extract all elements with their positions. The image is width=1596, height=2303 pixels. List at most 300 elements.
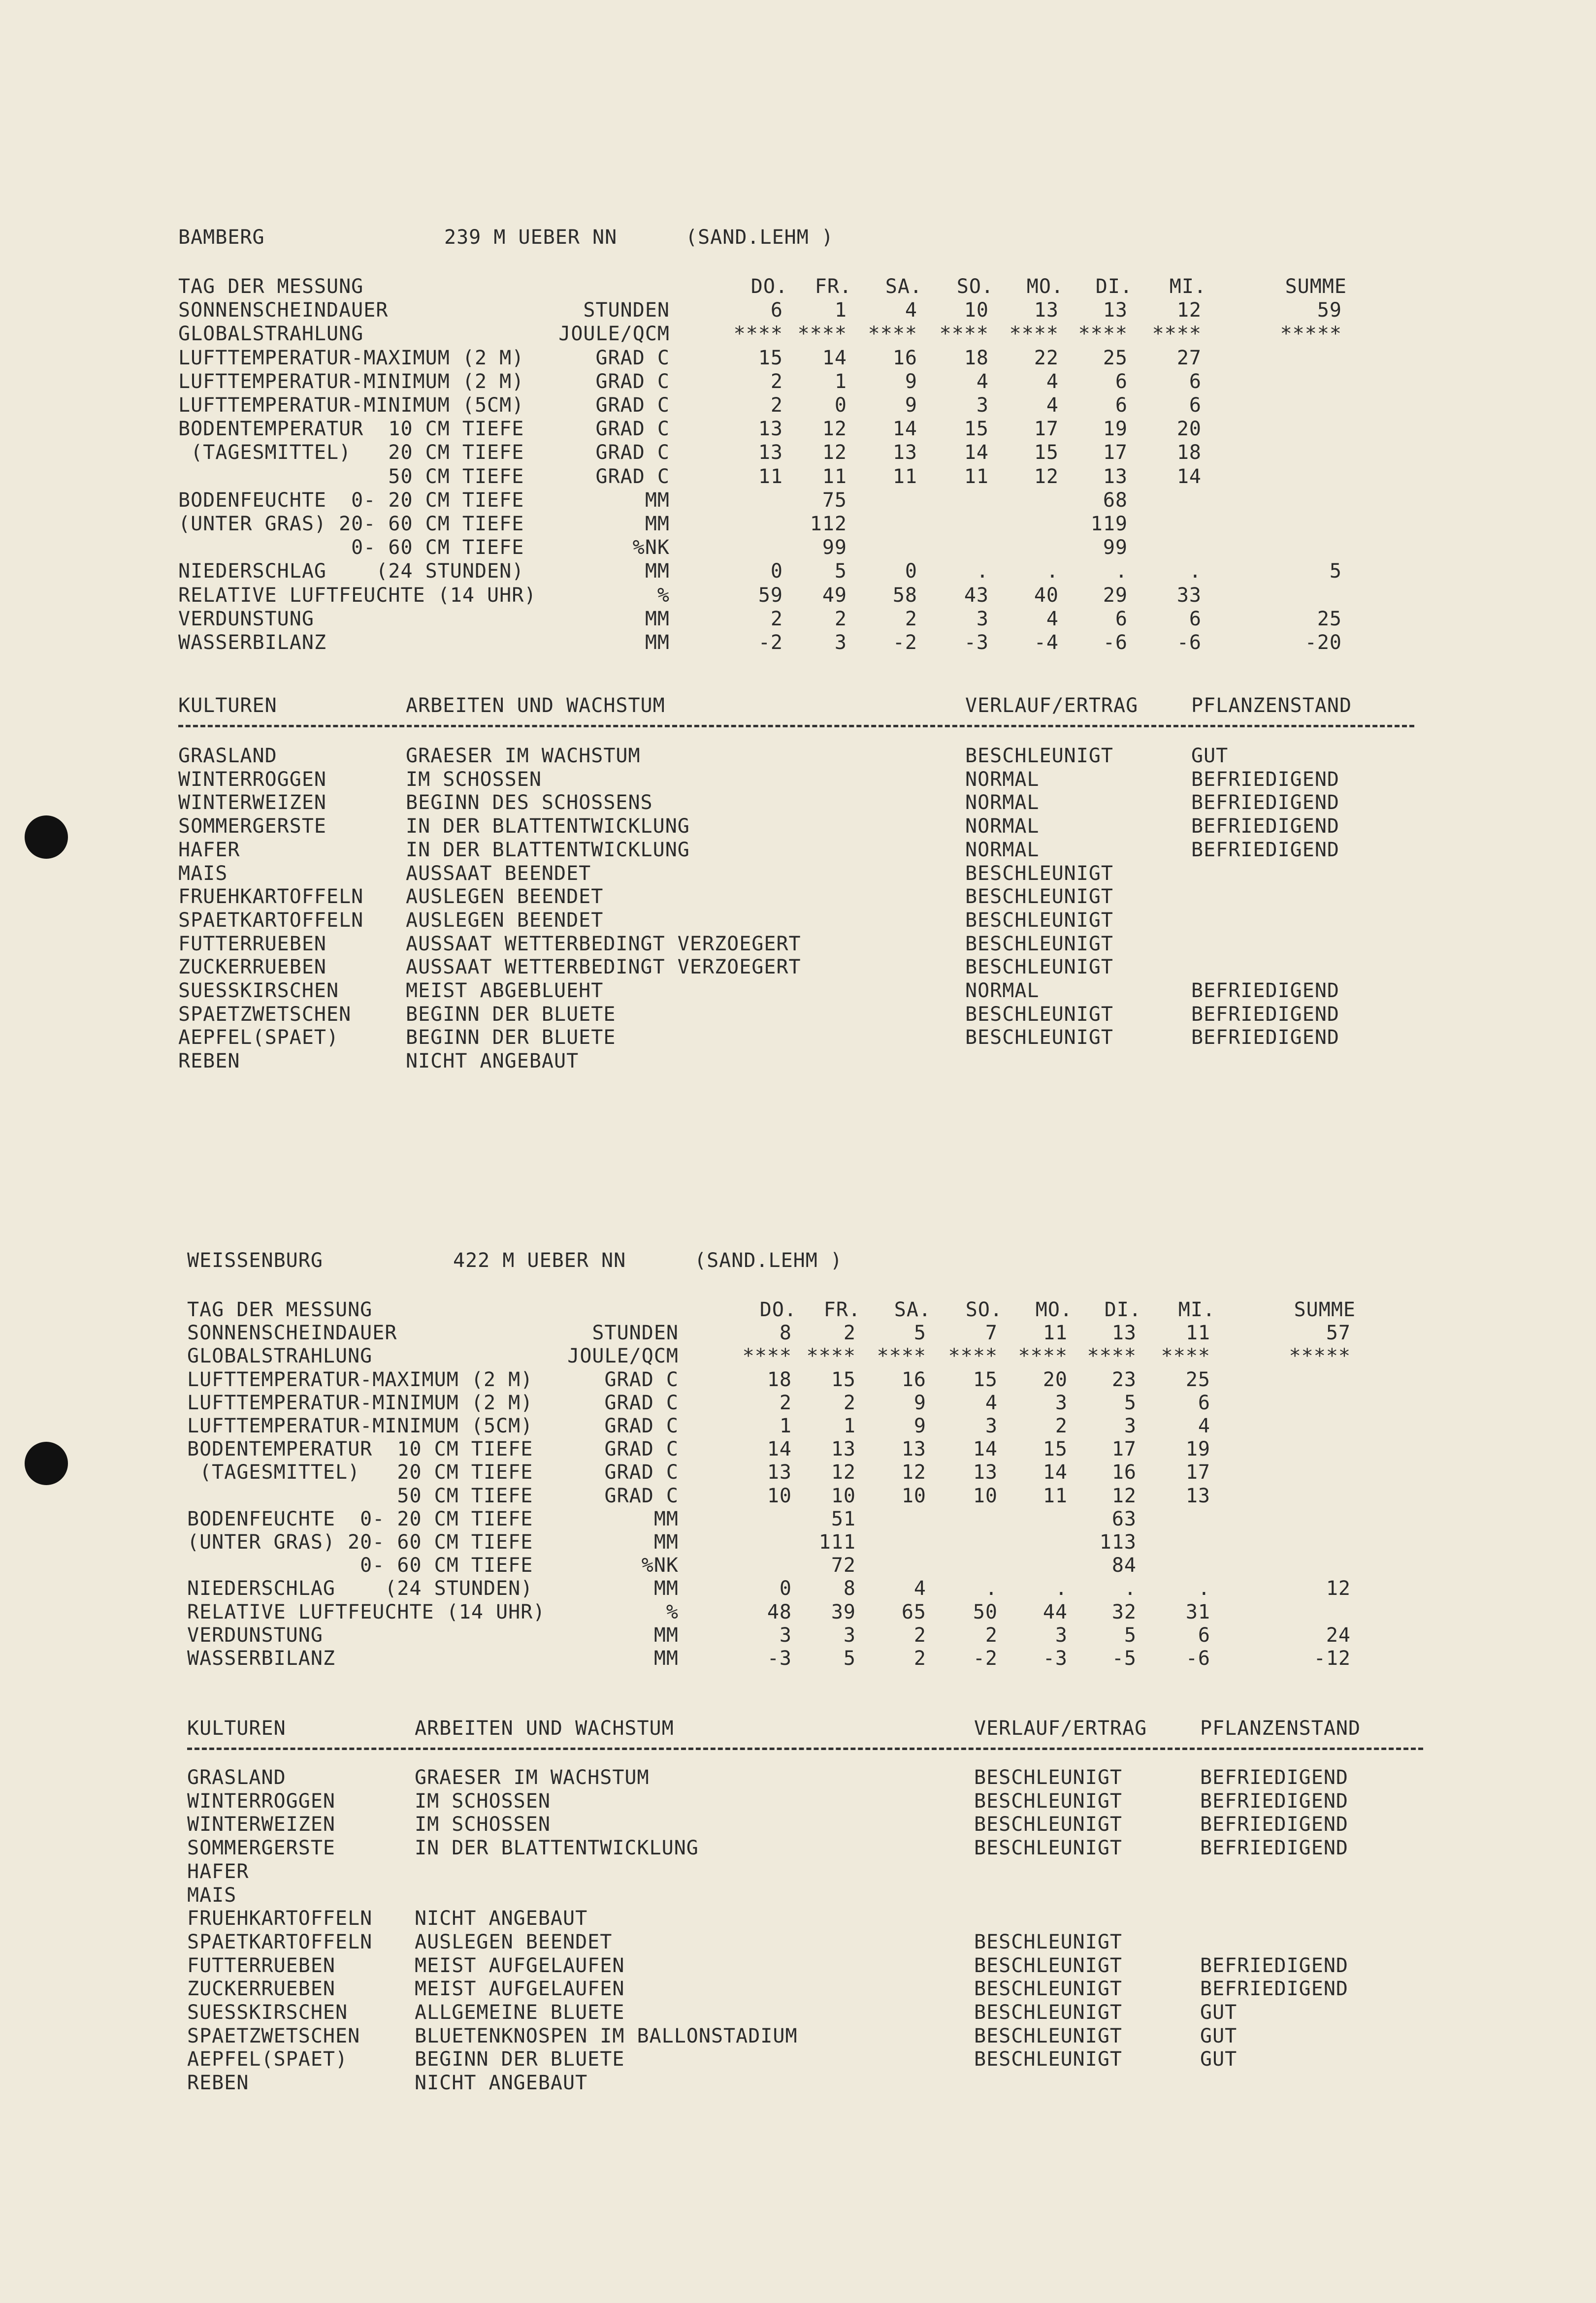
crops-header-work: ARBEITEN UND WACHSTUM	[415, 1717, 674, 1740]
value-cell: 9	[905, 394, 917, 417]
value-cell: 17	[1034, 418, 1059, 441]
value-cell: ****	[1087, 1345, 1137, 1368]
value-cell: 6	[770, 299, 783, 322]
value-cell: ****	[806, 1345, 856, 1368]
crops-header-course: VERLAUF/ERTRAG	[965, 694, 1139, 717]
day-header: MO.	[1035, 1298, 1073, 1321]
value-cell: 59	[758, 584, 783, 607]
value-cell: 16	[892, 346, 917, 369]
value-cell: 58	[892, 584, 917, 607]
crop-stand: BEFRIEDIGEND	[1200, 1954, 1348, 1977]
value-cell: 13	[758, 441, 783, 464]
value-cell: 39	[831, 1600, 856, 1623]
row-label: RELATIVE LUFTFEUCHTE (14 UHR)	[178, 584, 537, 607]
crop-work: IN DER BLATTENTWICKLUNG	[415, 1837, 699, 1860]
crop-course: BESCHLEUNIGT	[965, 862, 1113, 885]
value-cell: 4	[976, 370, 989, 393]
row-label: BODENTEMPERATUR 10 CM TIEFE	[187, 1438, 533, 1461]
row-label: GLOBALSTRAHLUNG	[187, 1345, 373, 1368]
value-cell: 20	[1176, 418, 1202, 441]
day-header: DI.	[1095, 275, 1133, 298]
crops-header-stand: PFLANZENSTAND	[1200, 1717, 1361, 1740]
crop-work: NICHT ANGEBAUT	[406, 1050, 579, 1073]
crop-name: HAFER	[187, 1860, 249, 1883]
value-cell: 14	[767, 1438, 792, 1461]
row-label: SONNENSCHEINDAUER	[187, 1322, 397, 1345]
sum-cell: *****	[1280, 323, 1342, 346]
crop-stand: BEFRIEDIGEND	[1200, 1837, 1348, 1860]
value-cell: 75	[822, 488, 847, 512]
row-unit: GRAD C	[595, 346, 670, 369]
row-unit: GRAD C	[595, 394, 670, 417]
value-cell: 11	[1042, 1484, 1068, 1507]
crop-name: MAIS	[178, 862, 228, 885]
crop-work: ALLGEMEINE BLUETE	[415, 2001, 625, 2024]
value-cell: 13	[1111, 1322, 1137, 1345]
value-cell: 13	[1034, 299, 1059, 322]
crop-work: IM SCHOSSEN	[415, 1813, 551, 1836]
row-unit: GRAD C	[595, 418, 670, 441]
value-cell: 0	[770, 560, 783, 583]
row-unit: MM	[645, 513, 670, 535]
value-cell: ****	[733, 323, 783, 346]
value-cell: 13	[758, 418, 783, 441]
value-cell: 25	[1103, 346, 1128, 369]
crop-course: BESCHLEUNIGT	[974, 2048, 1122, 2071]
crop-name: AEPFEL(SPAET)	[187, 2048, 348, 2071]
row-unit: STUNDEN	[583, 299, 670, 322]
value-cell: 4	[1198, 1415, 1210, 1437]
crop-name: GRASLAND	[187, 1766, 286, 1789]
crop-name: GRASLAND	[178, 745, 277, 767]
row-unit: MM	[653, 1647, 679, 1670]
value-cell: ****	[1152, 323, 1202, 346]
value-cell: ****	[948, 1345, 998, 1368]
row-unit: MM	[645, 631, 670, 654]
value-cell: 0	[834, 394, 847, 417]
value-cell: 84	[1111, 1554, 1137, 1577]
value-cell: 7	[985, 1322, 998, 1345]
value-cell: 65	[901, 1600, 926, 1623]
value-cell: 13	[767, 1461, 792, 1484]
value-cell: 4	[913, 1577, 926, 1600]
value-cell: 10	[767, 1484, 792, 1507]
value-cell: 18	[964, 346, 989, 369]
row-label: LUFTTEMPERATUR-MINIMUM (5CM)	[178, 394, 524, 417]
value-cell: ****	[1018, 1345, 1068, 1368]
value-cell: 14	[1042, 1461, 1068, 1484]
value-cell: 14	[892, 418, 917, 441]
row-label: NIEDERSCHLAG (24 STUNDEN)	[187, 1577, 533, 1600]
value-cell: 16	[901, 1368, 926, 1391]
value-cell: 2	[834, 607, 847, 630]
value-cell: 43	[964, 584, 989, 607]
crop-course: BESCHLEUNIGT	[965, 956, 1113, 979]
value-cell: 14	[1176, 465, 1202, 488]
row-label: VERDUNSTUNG	[187, 1623, 323, 1647]
crop-name: SOMMERGERSTE	[187, 1837, 335, 1860]
crop-stand: BEFRIEDIGEND	[1191, 791, 1339, 814]
value-cell: 15	[964, 418, 989, 441]
sum-cell: 12	[1326, 1577, 1351, 1600]
crop-work: BEGINN DER BLUETE	[415, 2048, 625, 2071]
row-unit: JOULE/QCM	[558, 323, 670, 346]
row-label: (TAGESMITTEL) 20 CM TIEFE	[187, 1461, 533, 1484]
value-cell: 10	[964, 299, 989, 322]
crop-work: AUSLEGEN BEENDET	[415, 1930, 613, 1953]
value-cell: -6	[1176, 631, 1202, 654]
value-cell: 6	[1189, 607, 1202, 630]
sum-header: SUMME	[1294, 1298, 1356, 1321]
row-unit: MM	[645, 560, 670, 583]
value-cell: 113	[1099, 1531, 1137, 1554]
station-elevation: 239 M UEBER NN	[444, 226, 618, 249]
value-cell: 50	[973, 1600, 998, 1623]
value-cell: 2	[770, 607, 783, 630]
row-label: TAG DER MESSUNG	[178, 275, 364, 298]
row-label: 0- 60 CM TIEFE	[178, 536, 524, 559]
value-cell: 5	[843, 1647, 856, 1670]
crop-stand: GUT	[1191, 745, 1229, 767]
row-label: (TAGESMITTEL) 20 CM TIEFE	[178, 441, 524, 464]
value-cell: ****	[939, 323, 989, 346]
row-label: BODENFEUCHTE 0- 20 CM TIEFE	[187, 1507, 533, 1530]
day-header: SA.	[894, 1298, 931, 1321]
value-cell: 12	[1034, 465, 1059, 488]
value-cell: -3	[767, 1647, 792, 1670]
value-cell: .	[985, 1577, 998, 1600]
value-cell: ****	[868, 323, 917, 346]
value-cell: 44	[1042, 1600, 1068, 1623]
value-cell: 12	[1176, 299, 1202, 322]
sum-cell: *****	[1289, 1345, 1351, 1368]
value-cell: 29	[1103, 584, 1128, 607]
value-cell: 119	[1090, 513, 1128, 535]
value-cell: 3	[779, 1623, 792, 1647]
value-cell: 13	[831, 1438, 856, 1461]
day-header: SA.	[885, 275, 922, 298]
crop-course: BESCHLEUNIGT	[965, 908, 1113, 932]
row-label: NIEDERSCHLAG (24 STUNDEN)	[178, 560, 524, 583]
row-label: LUFTTEMPERATUR-MAXIMUM (2 M)	[187, 1368, 533, 1391]
value-cell: ****	[1009, 323, 1059, 346]
station-soil: (SAND.LEHM )	[694, 1249, 843, 1272]
crop-work: MEIST ABGEBLUEHT	[406, 979, 604, 1002]
crop-stand: BEFRIEDIGEND	[1200, 1766, 1348, 1789]
value-cell: 3	[834, 631, 847, 654]
crop-name: ZUCKERRUEBEN	[178, 956, 326, 979]
crop-work: GRAESER IM WACHSTUM	[406, 745, 641, 767]
crop-course: NORMAL	[965, 791, 1040, 814]
row-unit: MM	[653, 1577, 679, 1600]
value-cell: 2	[905, 607, 917, 630]
value-cell: 18	[1176, 441, 1202, 464]
crop-name: SPAETZWETSCHEN	[178, 1003, 352, 1026]
crop-name: REBEN	[178, 1050, 240, 1073]
row-label: WASSERBILANZ	[178, 631, 326, 654]
value-cell: ****	[1078, 323, 1128, 346]
sum-cell: 25	[1317, 607, 1342, 630]
crop-stand: BEFRIEDIGEND	[1191, 979, 1339, 1002]
row-unit: GRAD C	[604, 1368, 679, 1391]
value-cell: 5	[1124, 1623, 1137, 1647]
value-cell: 2	[913, 1623, 926, 1647]
station-soil: (SAND.LEHM )	[685, 226, 834, 249]
value-cell: 13	[1185, 1484, 1210, 1507]
crops-divider	[178, 725, 1414, 727]
crop-name: SPAETKARTOFFELN	[187, 1930, 373, 1953]
value-cell: 2	[779, 1391, 792, 1414]
value-cell: 11	[1185, 1322, 1210, 1345]
crop-stand: GUT	[1200, 2001, 1238, 2024]
value-cell: 10	[831, 1484, 856, 1507]
value-cell: 9	[905, 370, 917, 393]
row-label: RELATIVE LUFTFEUCHTE (14 UHR)	[187, 1600, 546, 1623]
value-cell: ****	[797, 323, 847, 346]
crop-name: FRUEHKARTOFFELN	[187, 1907, 373, 1930]
value-cell: ****	[1161, 1345, 1210, 1368]
crop-name: FUTTERRUEBEN	[187, 1954, 335, 1977]
value-cell: 49	[822, 584, 847, 607]
row-label: (UNTER GRAS) 20- 60 CM TIEFE	[187, 1531, 533, 1554]
value-cell: 15	[831, 1368, 856, 1391]
crop-work: AUSLEGEN BEENDET	[406, 908, 604, 932]
value-cell: 2	[770, 394, 783, 417]
crop-work: AUSLEGEN BEENDET	[406, 885, 604, 908]
value-cell: 3	[843, 1623, 856, 1647]
crop-work: BEGINN DES SCHOSSENS	[406, 791, 653, 814]
value-cell: -2	[758, 631, 783, 654]
crop-work: MEIST AUFGELAUFEN	[415, 1954, 625, 1977]
crop-name: WINTERWEIZEN	[187, 1813, 335, 1836]
value-cell: 112	[810, 513, 847, 535]
row-unit: MM	[645, 488, 670, 512]
day-header: SO.	[965, 1298, 1003, 1321]
value-cell: 15	[1042, 1438, 1068, 1461]
value-cell: 72	[831, 1554, 856, 1577]
row-unit: %NK	[641, 1554, 679, 1577]
value-cell: 9	[913, 1415, 926, 1437]
crop-work: IM SCHOSSEN	[406, 768, 542, 791]
crop-name: SPAETZWETSCHEN	[187, 2024, 360, 2047]
value-cell: 2	[843, 1391, 856, 1414]
crop-work: IN DER BLATTENTWICKLUNG	[406, 815, 690, 838]
crop-work: BEGINN DER BLUETE	[406, 1003, 616, 1026]
row-label: LUFTTEMPERATUR-MINIMUM (5CM)	[187, 1415, 533, 1437]
value-cell: 33	[1176, 584, 1202, 607]
crop-work: IN DER BLATTENTWICKLUNG	[406, 838, 690, 861]
row-unit: GRAD C	[604, 1484, 679, 1507]
crop-stand: GUT	[1200, 2048, 1238, 2071]
value-cell: 15	[758, 346, 783, 369]
value-cell: .	[1124, 1577, 1137, 1600]
row-unit: GRAD C	[595, 441, 670, 464]
value-cell: 14	[973, 1438, 998, 1461]
value-cell: 68	[1103, 488, 1128, 512]
value-cell: 2	[770, 370, 783, 393]
value-cell: 3	[1055, 1623, 1068, 1647]
crops-header-stand: PFLANZENSTAND	[1191, 694, 1352, 717]
value-cell: 1	[843, 1415, 856, 1437]
value-cell: 3	[1055, 1391, 1068, 1414]
crop-name: SOMMERGERSTE	[178, 815, 326, 838]
crop-stand: BEFRIEDIGEND	[1191, 815, 1339, 838]
row-unit: STUNDEN	[592, 1322, 679, 1345]
crop-name: REBEN	[187, 2072, 249, 2095]
value-cell: 2	[985, 1623, 998, 1647]
crop-name: MAIS	[187, 1883, 237, 1907]
crop-course: BESCHLEUNIGT	[974, 1789, 1122, 1813]
crop-course: BESCHLEUNIGT	[974, 2001, 1122, 2024]
crop-stand: BEFRIEDIGEND	[1191, 768, 1339, 791]
value-cell: 1	[834, 299, 847, 322]
value-cell: 13	[901, 1438, 926, 1461]
row-unit: MM	[645, 607, 670, 630]
row-unit: JOULE/QCM	[567, 1345, 679, 1368]
crop-name: WINTERWEIZEN	[178, 791, 326, 814]
value-cell: 1	[834, 370, 847, 393]
value-cell: 111	[818, 1531, 856, 1554]
row-label: LUFTTEMPERATUR-MINIMUM (2 M)	[187, 1391, 533, 1414]
value-cell: -2	[892, 631, 917, 654]
value-cell: 12	[822, 418, 847, 441]
row-label: 0- 60 CM TIEFE	[187, 1554, 533, 1577]
crops-divider	[187, 1748, 1423, 1750]
row-label: (UNTER GRAS) 20- 60 CM TIEFE	[178, 513, 524, 535]
crop-work: MEIST AUFGELAUFEN	[415, 1978, 625, 2001]
row-unit: MM	[653, 1531, 679, 1554]
value-cell: 1	[779, 1415, 792, 1437]
value-cell: 13	[973, 1461, 998, 1484]
row-unit: GRAD C	[604, 1438, 679, 1461]
crop-name: WINTERROGGEN	[178, 768, 326, 791]
value-cell: .	[1189, 560, 1202, 583]
row-label: BODENTEMPERATUR 10 CM TIEFE	[178, 418, 524, 441]
value-cell: ****	[742, 1345, 792, 1368]
value-cell: 20	[1042, 1368, 1068, 1391]
value-cell: 3	[976, 607, 989, 630]
crop-course: BESCHLEUNIGT	[974, 1813, 1122, 1836]
row-label: GLOBALSTRAHLUNG	[178, 323, 364, 346]
crops-header-work: ARBEITEN UND WACHSTUM	[406, 694, 665, 717]
row-unit: %	[657, 584, 670, 607]
day-header: SO.	[956, 275, 994, 298]
crop-work: AUSSAAT BEENDET	[406, 862, 591, 885]
row-label: 50 CM TIEFE	[178, 465, 524, 488]
row-unit: MM	[653, 1623, 679, 1647]
sum-cell: 59	[1317, 299, 1342, 322]
punch-hole-top	[25, 815, 68, 859]
row-label: LUFTTEMPERATUR-MINIMUM (2 M)	[178, 370, 524, 393]
crop-course: BESCHLEUNIGT	[974, 1954, 1122, 1977]
row-unit: GRAD C	[604, 1461, 679, 1484]
crop-stand: BEFRIEDIGEND	[1200, 1978, 1348, 2001]
day-header: FR.	[823, 1298, 861, 1321]
value-cell: 3	[1124, 1415, 1137, 1437]
crop-work: AUSSAAT WETTERBEDINGT VERZOEGERT	[406, 956, 801, 979]
row-label: SONNENSCHEINDAUER	[178, 299, 389, 322]
crop-name: ZUCKERRUEBEN	[187, 1978, 335, 2001]
value-cell: 19	[1185, 1438, 1210, 1461]
value-cell: 13	[1103, 299, 1128, 322]
value-cell: 14	[822, 346, 847, 369]
crop-course: BESCHLEUNIGT	[974, 1978, 1122, 2001]
value-cell: 51	[831, 1507, 856, 1530]
value-cell: -2	[973, 1647, 998, 1670]
crop-stand: BEFRIEDIGEND	[1200, 1813, 1348, 1836]
value-cell: 27	[1176, 346, 1202, 369]
crop-work: IM SCHOSSEN	[415, 1789, 551, 1813]
crop-course: BESCHLEUNIGT	[974, 1766, 1122, 1789]
crop-name: FRUEHKARTOFFELN	[178, 885, 364, 908]
value-cell: -6	[1103, 631, 1128, 654]
value-cell: 11	[964, 465, 989, 488]
value-cell: 15	[973, 1368, 998, 1391]
row-label: WASSERBILANZ	[187, 1647, 335, 1670]
value-cell: 16	[1111, 1461, 1137, 1484]
row-label: LUFTTEMPERATUR-MAXIMUM (2 M)	[178, 346, 524, 369]
crop-work: BEGINN DER BLUETE	[406, 1026, 616, 1049]
value-cell: 40	[1034, 584, 1059, 607]
row-unit: %	[666, 1600, 679, 1623]
value-cell: -6	[1185, 1647, 1210, 1670]
value-cell: -3	[1042, 1647, 1068, 1670]
sum-cell: 57	[1326, 1322, 1351, 1345]
value-cell: 8	[779, 1322, 792, 1345]
value-cell: -3	[964, 631, 989, 654]
value-cell: 6	[1115, 607, 1128, 630]
crop-work: AUSSAAT WETTERBEDINGT VERZOEGERT	[406, 932, 801, 955]
sum-cell: -20	[1304, 631, 1342, 654]
value-cell: 11	[1042, 1322, 1068, 1345]
day-header: DI.	[1104, 1298, 1141, 1321]
value-cell: 11	[822, 465, 847, 488]
day-header: DO.	[759, 1298, 797, 1321]
value-cell: 6	[1115, 370, 1128, 393]
value-cell: .	[1055, 1577, 1068, 1600]
crops-header-crop: KULTUREN	[178, 694, 277, 717]
row-unit: GRAD C	[604, 1415, 679, 1437]
value-cell: 99	[822, 536, 847, 559]
value-cell: 4	[905, 299, 917, 322]
value-cell: 6	[1189, 370, 1202, 393]
value-cell: 22	[1034, 346, 1059, 369]
day-header: MO.	[1026, 275, 1064, 298]
value-cell: 13	[1103, 465, 1128, 488]
crop-course: NORMAL	[965, 768, 1040, 791]
value-cell: 3	[985, 1415, 998, 1437]
crop-stand: BEFRIEDIGEND	[1191, 1003, 1339, 1026]
value-cell: 11	[892, 465, 917, 488]
value-cell: 4	[1046, 607, 1059, 630]
day-header: MI.	[1169, 275, 1206, 298]
crop-course: NORMAL	[965, 838, 1040, 861]
value-cell: 3	[976, 394, 989, 417]
punch-hole-bottom	[25, 1442, 68, 1485]
value-cell: 17	[1103, 441, 1128, 464]
value-cell: 11	[758, 465, 783, 488]
crop-course: BESCHLEUNIGT	[974, 1837, 1122, 1860]
row-unit: MM	[653, 1507, 679, 1530]
value-cell: .	[1115, 560, 1128, 583]
crop-name: HAFER	[178, 838, 240, 861]
row-label: VERDUNSTUNG	[178, 607, 314, 630]
value-cell: 6	[1198, 1623, 1210, 1647]
station-name: BAMBERG	[178, 226, 265, 249]
value-cell: 31	[1185, 1600, 1210, 1623]
value-cell: 48	[767, 1600, 792, 1623]
crop-stand: BEFRIEDIGEND	[1191, 1026, 1339, 1049]
